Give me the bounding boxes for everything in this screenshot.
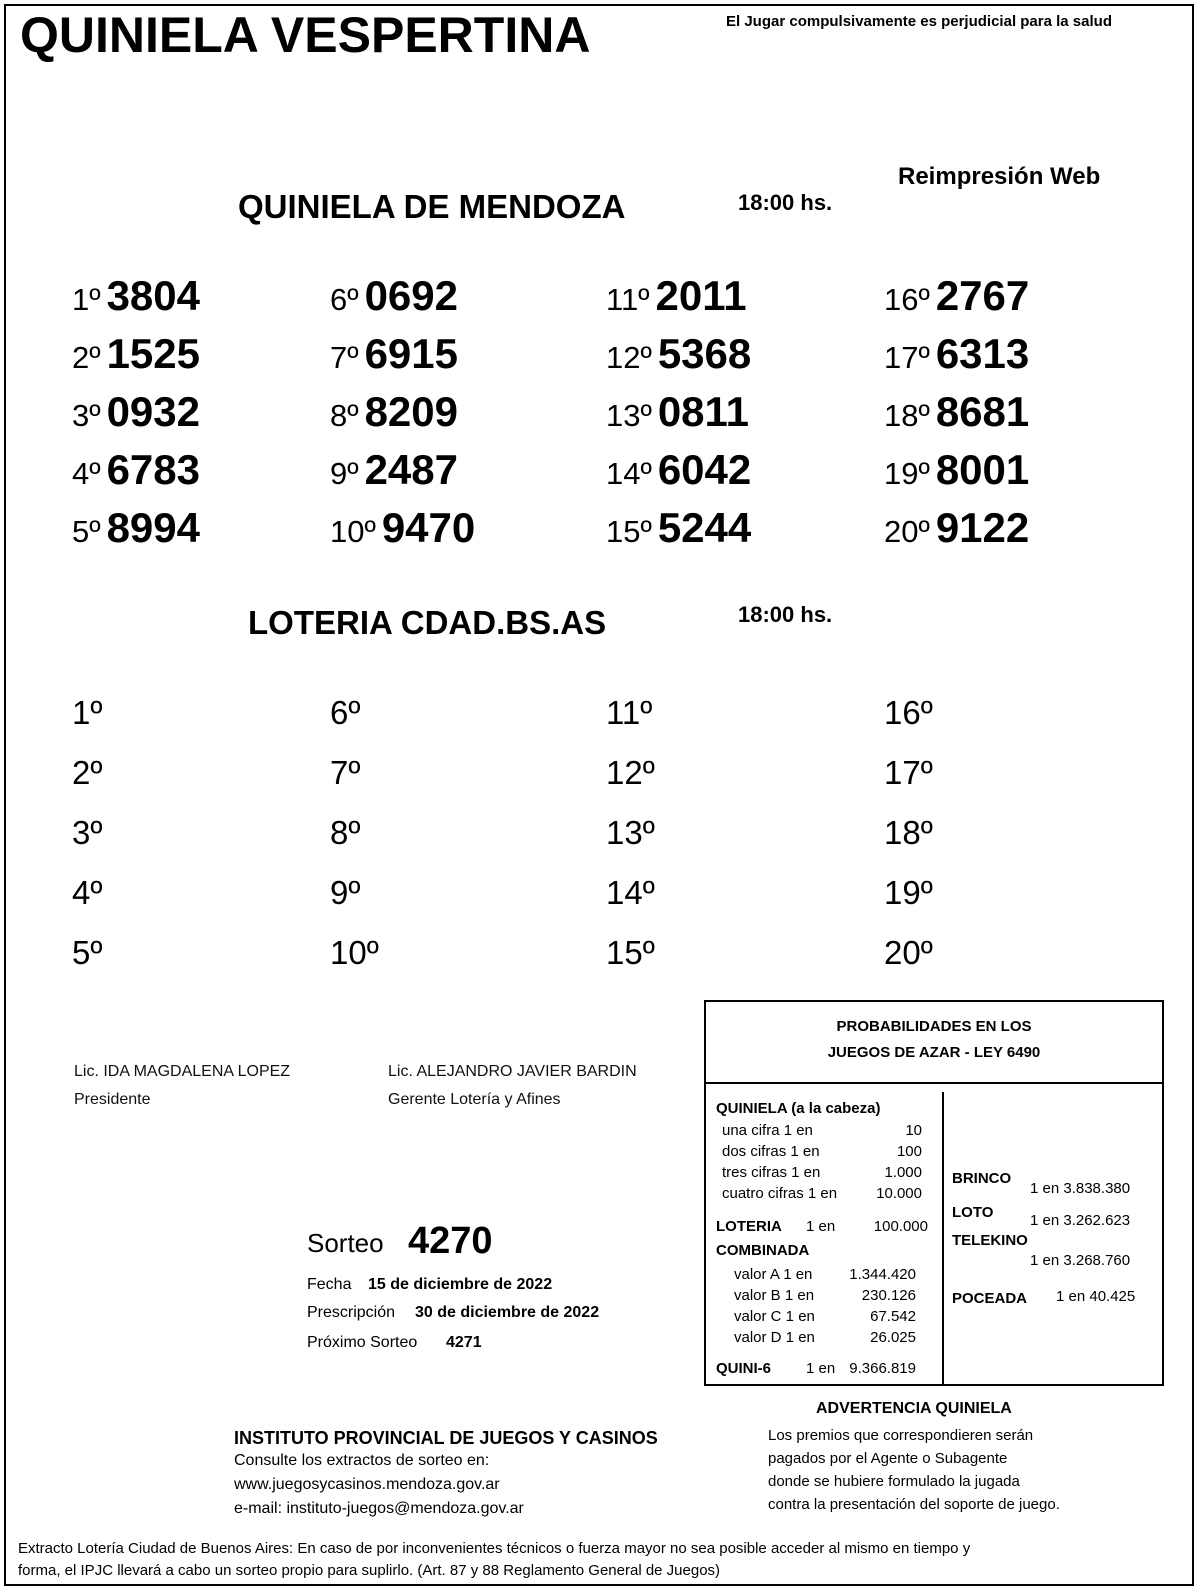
- prob-row-label: cuatro cifras 1 en: [722, 1185, 838, 1202]
- mendoza-result-cell: [330, 388, 458, 436]
- result-number: 3804: [106, 272, 201, 319]
- prob-row-label: valor B 1 en: [734, 1287, 815, 1304]
- loteria-result-position: 2º: [72, 754, 103, 791]
- result-position: 16º: [884, 282, 930, 317]
- result-number: 2487: [364, 446, 459, 493]
- quini6-prob-value: 9.366.819: [849, 1360, 916, 1377]
- prob-row-value: 67.542: [870, 1308, 916, 1325]
- result-position: 3º: [72, 398, 101, 433]
- result-position: 20º: [884, 514, 930, 549]
- result-position: 4º: [72, 456, 101, 491]
- mendoza-result-cell: [884, 504, 1029, 552]
- prob-row-label: valor D 1 en: [734, 1329, 815, 1346]
- result-number: 8681: [935, 388, 1030, 435]
- brinco-label: BRINCO: [952, 1170, 1012, 1187]
- institute-consult: Consulte los extractos de sorteo en:: [234, 1452, 490, 1469]
- institute-email-link[interactable]: e-mail: instituto-juegos@mendoza.gov.ar: [234, 1500, 524, 1517]
- fecha-value: 15 de diciembre de 2022: [368, 1276, 553, 1293]
- brinco-value: 1 en 3.838.380: [1030, 1180, 1131, 1197]
- result-position: 2º: [72, 340, 101, 375]
- loteria-prob-text: 1 en: [806, 1218, 836, 1235]
- result-position: 18º: [884, 398, 930, 433]
- loteria-time: 18:00 hs.: [738, 602, 833, 627]
- loteria-prob-label: LOTERIA: [716, 1218, 782, 1235]
- probabilities-box: [704, 1000, 1164, 1386]
- mendoza-result-cell: [884, 446, 1029, 494]
- result-number: 6915: [364, 330, 459, 377]
- result-number: 6313: [935, 330, 1030, 377]
- result-position: 13º: [606, 398, 652, 433]
- mendoza-result-cell: [330, 446, 458, 494]
- loteria-result-position: 17º: [884, 754, 933, 791]
- mendoza-result-cell: [606, 504, 751, 552]
- mendoza-result-cell: [606, 272, 747, 320]
- signature-manager: [388, 1058, 637, 1114]
- loteria-result-position: 3º: [72, 814, 103, 851]
- mendoza-result-cell: [330, 272, 458, 320]
- result-number: 1525: [106, 330, 201, 377]
- probabilities-header: [706, 1002, 1162, 1084]
- loteria-result-position: 15º: [606, 934, 655, 971]
- result-position: 9º: [330, 456, 359, 491]
- health-warning: El Jugar compulsivamente es perjudicial para la salud: [726, 13, 1112, 30]
- loteria-result-position: 6º: [330, 694, 361, 731]
- result-number: 6783: [106, 446, 201, 493]
- loteria-result-position: 8º: [330, 814, 361, 851]
- loteria-result-position: 1º: [72, 694, 103, 731]
- institute-web-link[interactable]: www.juegosycasinos.mendoza.gov.ar: [234, 1476, 500, 1493]
- quini6-prob-text: 1 en: [806, 1360, 836, 1377]
- loteria-result-position: 18º: [884, 814, 933, 851]
- advertencia-title: ADVERTENCIA QUINIELA: [816, 1400, 1012, 1417]
- result-number: 0932: [106, 388, 201, 435]
- prob-row-label: valor A 1 en: [734, 1266, 813, 1283]
- prob-row-value: 100: [896, 1143, 922, 1160]
- signature-role: Gerente Lotería y Afines: [388, 1091, 561, 1108]
- mendoza-result-cell: [606, 446, 751, 494]
- signature-name: Lic. ALEJANDRO JAVIER BARDIN: [388, 1063, 637, 1080]
- result-position: 12º: [606, 340, 652, 375]
- advertencia-line: contra la presentación del soporte de juego.: [768, 1496, 1060, 1513]
- mendoza-title: QUINIELA DE MENDOZA: [238, 188, 626, 225]
- quiniela-prob-title: QUINIELA (a la cabeza): [716, 1100, 881, 1117]
- advertencia-text: [768, 1424, 1060, 1516]
- result-number: 0692: [364, 272, 459, 319]
- mendoza-result-cell: [72, 504, 200, 552]
- institute-name: INSTITUTO PROVINCIAL DE JUEGOS Y CASINOS: [234, 1428, 658, 1448]
- proximo-value: 4271: [446, 1334, 482, 1351]
- loto-value: 1 en 3.262.623: [1030, 1212, 1131, 1229]
- quini6-prob-label: QUINI-6: [716, 1360, 772, 1377]
- reprint-label: Reimpresión Web: [898, 163, 1101, 190]
- advertencia-line: donde se hubiere formulado la jugada: [768, 1473, 1020, 1490]
- prob-row-label: una cifra 1 en: [722, 1122, 813, 1139]
- probabilities-divider: [942, 1092, 944, 1384]
- loteria-result-position: 13º: [606, 814, 655, 851]
- result-number: 5368: [657, 330, 752, 377]
- result-position: 5º: [72, 514, 101, 549]
- result-number: 6042: [657, 446, 752, 493]
- result-position: 7º: [330, 340, 359, 375]
- footer-line-1: Extracto Lotería Ciudad de Buenos Aires: En caso de por inconvenientes técnicos o fuerza mayor no sea posible acceder al mismo en tiempo y: [18, 1540, 971, 1557]
- mendoza-result-cell: [606, 388, 749, 436]
- result-position: 6º: [330, 282, 359, 317]
- telekino-value: 1 en 3.268.760: [1030, 1252, 1131, 1269]
- result-number: 0811: [657, 388, 749, 435]
- result-number: 8001: [935, 446, 1030, 493]
- result-number: 8994: [106, 504, 201, 551]
- mendoza-result-cell: [884, 272, 1029, 320]
- prob-row-value: 1.344.420: [849, 1266, 916, 1283]
- loteria-result-position: 9º: [330, 874, 361, 911]
- signature-role: Presidente: [74, 1091, 151, 1108]
- result-number: 9122: [935, 504, 1030, 551]
- mendoza-result-cell: [72, 272, 200, 320]
- mendoza-result-cell: [72, 330, 200, 378]
- loteria-result-position: 10º: [330, 934, 379, 971]
- prob-row-label: dos cifras 1 en: [722, 1143, 820, 1160]
- prob-row-value: 10: [905, 1122, 922, 1139]
- prescripcion-label: Prescripción: [307, 1304, 396, 1321]
- mendoza-result-cell: [884, 388, 1029, 436]
- result-number: 2011: [655, 272, 747, 319]
- loteria-result-position: 12º: [606, 754, 655, 791]
- result-position: 10º: [330, 514, 376, 549]
- result-position: 8º: [330, 398, 359, 433]
- combinada-prob-title: COMBINADA: [716, 1242, 810, 1259]
- mendoza-result-cell: [606, 330, 751, 378]
- mendoza-result-cell: [72, 446, 200, 494]
- loteria-result-position: 16º: [884, 694, 933, 731]
- poceada-value: 1 en 40.425: [1056, 1288, 1136, 1305]
- mendoza-result-cell: [72, 388, 200, 436]
- prob-row-value: 10.000: [876, 1185, 922, 1202]
- sorteo-label: Sorteo: [307, 1228, 384, 1258]
- result-number: 8209: [364, 388, 459, 435]
- footer-line-2: forma, el IPJC llevará a cabo un sorteo propio para suplirlo. (Art. 87 y 88 Reglamento General de Juegos): [18, 1562, 721, 1579]
- prob-row-label: tres cifras 1 en: [722, 1164, 821, 1181]
- result-position: 1º: [72, 282, 101, 317]
- loteria-result-position: 20º: [884, 934, 933, 971]
- result-number: 2767: [935, 272, 1030, 319]
- result-position: 11º: [606, 282, 650, 317]
- fecha-label: Fecha: [307, 1276, 352, 1293]
- proximo-label: Próximo Sorteo: [307, 1334, 418, 1351]
- poceada-label: POCEADA: [952, 1290, 1028, 1307]
- advertencia-line: Los premios que correspondieren serán: [768, 1427, 1034, 1444]
- loteria-result-position: 5º: [72, 934, 103, 971]
- prob-row-value: 26.025: [870, 1329, 916, 1346]
- mendoza-result-cell: [330, 504, 475, 552]
- advertencia-line: pagados por el Agente o Subagente: [768, 1450, 1008, 1467]
- prob-row-value: 230.126: [861, 1287, 916, 1304]
- probabilities-header-line: JUEGOS DE AZAR - LEY 6490: [827, 1044, 1041, 1061]
- loteria-result-position: 14º: [606, 874, 655, 911]
- mendoza-result-cell: [884, 330, 1029, 378]
- result-position: 17º: [884, 340, 930, 375]
- result-position: 15º: [606, 514, 652, 549]
- prescripcion-value: 30 de diciembre de 2022: [415, 1304, 600, 1321]
- telekino-label: TELEKINO: [952, 1232, 1028, 1249]
- probabilities-header-line: PROBABILIDADES EN LOS: [836, 1018, 1032, 1035]
- signature-president: [74, 1058, 290, 1114]
- prob-row-value: 1.000: [884, 1164, 922, 1181]
- result-position: 19º: [884, 456, 930, 491]
- loteria-prob-value: 100.000: [873, 1218, 928, 1235]
- prob-row-label: valor C 1 en: [734, 1308, 815, 1325]
- loteria-title: LOTERIA CDAD.BS.AS: [248, 604, 607, 641]
- loteria-result-position: 19º: [884, 874, 933, 911]
- signature-name: Lic. IDA MAGDALENA LOPEZ: [74, 1063, 291, 1080]
- loteria-result-position: 4º: [72, 874, 103, 911]
- loteria-result-position: 7º: [330, 754, 361, 791]
- main-title: QUINIELA VESPERTINA: [20, 7, 591, 63]
- result-number: 5244: [657, 504, 752, 551]
- loto-label: LOTO: [952, 1204, 994, 1221]
- loteria-result-position: 11º: [606, 694, 653, 731]
- result-number: 9470: [381, 504, 476, 551]
- mendoza-time: 18:00 hs.: [738, 190, 833, 215]
- result-position: 14º: [606, 456, 652, 491]
- mendoza-result-cell: [330, 330, 458, 378]
- sorteo-number: 4270: [408, 1220, 493, 1262]
